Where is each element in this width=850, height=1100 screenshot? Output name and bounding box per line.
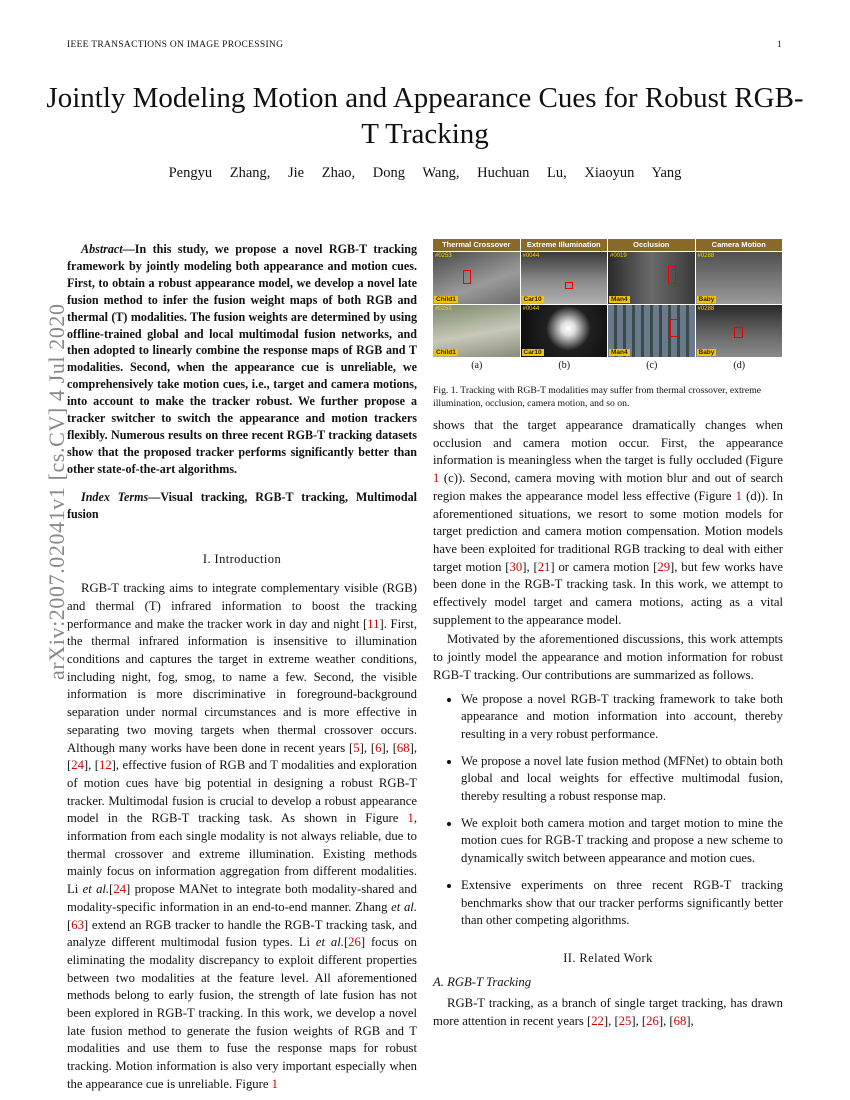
citation-link[interactable]: 22 (591, 1014, 604, 1029)
intro-paragraph: RGB-T tracking aims to integrate complementary visible (RGB) and thermal (T) infrared information to boost the tracking performance and make the tracker work in day and night [11]. First, the thermal infrared information is insensitive to illumination conditions and captures the target in extreme weather conditions, including night, fog, smog, to name a few. Second, the visible information is more discriminative in foreground-background separation under normal circumstances and is more effective in separating two moving targets when thermal crossover occurs. Although many works have been done in recent years [5], [6], [68], [24], [12], effective fusion of RGB and T modalities and exploration of motion cues have big potential in designing a robust RGB-T tracker. Multimodal fusion is crucial to develop a robust appearance model in the RGB-T tracking task. As shown in Figure 1, information from each single modality is not always reliable, due to thermal crossover and extreme illumination. Existing methods mainly focus on information aggregation from different modalities. Li et al.[24] propose MANet to integrate both modality-shared and modality-specific information in an end-to-end manner. Zhang et al.[63] extend an RGB tracker to handle the RGB-T tracking task, and analyze different multimodal fusion types. Li et al.[26] focus on eliminating the modality discrepancy to exploit different properties between two modalities at the feature level. All aforementioned methods belong to early fusion, the strength of late fusion has not been explored in RGB-T tracking. In this work, we develop a novel late fusion method to generate the fusion weights of RGB and T modalities and use them to fuse the response maps for robust tracking. Motion information is also very important especially when the appearance cue is unreliable. Figure 1 (67, 581, 418, 1091)
frame-id: #0288 (697, 253, 715, 259)
figure-1 (433, 239, 783, 410)
sublabel: (c) (646, 360, 658, 371)
author: Jie Zhao, (288, 165, 356, 181)
frame-id: #0019 (610, 253, 627, 259)
citation-link[interactable]: 63 (71, 917, 84, 932)
index-terms: Index Terms—Visual tracking, RGB-T tracking, Multimodal fusion (67, 489, 417, 521)
figure-image (696, 252, 783, 304)
sequence-tag: Baby (698, 349, 715, 356)
figure-image (433, 252, 520, 304)
sequence-tag: Child1 (436, 296, 456, 303)
sequence-tag: Man4 (611, 296, 628, 303)
index-terms-text: Visual tracking, RGB-T tracking, Multimodal fusion (67, 489, 417, 521)
citation-link[interactable]: 21 (537, 559, 551, 574)
journal-header: IEEE TRANSACTIONS ON IMAGE PROCESSING (67, 40, 284, 50)
author: Pengyu Zhang, (168, 165, 271, 181)
citation-link[interactable]: 6 (375, 740, 382, 755)
frame-id: #0288 (697, 306, 715, 312)
section-heading-introduction: I. Introduction (202, 551, 282, 566)
figure-image (433, 305, 520, 357)
abstract: Abstract—In this study, we propose a novel RGB-T tracking framework by jointly modeling both appearance and motion cues. First, to obtain a robust appearance model, we develop a novel late fusion method to infer the fusion weight maps of both RGB and thermal (T) modalities. The fusion weights are determined by using offline-trained global and local multimodal fusion networks, and then adopted to linearly combine the response maps of RGB and T modalities. Second, when the appearance cue is unreliable, we comprehensively take motion cues, i.e., target and camera motions, into account to make the tracker robust. We further propose a tracker switcher to switch the appearance and motion trackers flexibly. Numerous results on three recent RGB-T tracking datasets show that the proposed tracker performs significantly better than other state-of-the-art algorithms. (67, 242, 417, 476)
figure-link[interactable]: 1 (271, 1076, 279, 1091)
author: Xiaoyun Yang (584, 165, 682, 181)
sublabel: (d) (733, 360, 746, 371)
paper-title: Jointly Modeling Motion and Appearance Cues for Robust RGB-T Tracking (46, 82, 804, 150)
list-item: • We propose a novel late fusion method (MFNet) to obtain both global and local weights for effective multimodal fusion, thereby resulting a robust response map. (461, 753, 783, 806)
citation-link[interactable]: 24 (71, 758, 84, 773)
sequence-tag: Car10 (523, 349, 542, 356)
citation-link[interactable]: 68 (673, 1014, 687, 1029)
figure-column-header: Camera Motion (696, 239, 783, 251)
citation-link[interactable]: 25 (618, 1014, 632, 1029)
section-heading-related-work: II. Related Work (563, 950, 653, 965)
citation-link[interactable]: 24 (113, 882, 127, 897)
author: Dong Wang, (372, 165, 460, 181)
abstract-text: In this study, we propose a novel RGB-T tracking framework by jointly modeling both appearance and motion cues. First, to obtain a robust appearance model, we develop a novel late fusion method to infer the fusion weight maps of both RGB and thermal (T) modalities. The fusion weights are determined by using offline-trained global and local multimodal fusion networks, and then adopted to linearly combine the response maps of RGB and T modalities. Second, when the appearance cue is unreliable, we comprehensively take motion cues, i.e., target and camera motions, into account to make the tracker robust. We further propose a tracker switcher to switch the appearance and motion trackers flexibly. Numerous results on three recent RGB-T tracking datasets show that the proposed tracker performs significantly better than other state-of-the-art algorithms. (67, 242, 417, 476)
contribution-list (433, 691, 783, 930)
figure-grid (433, 239, 783, 357)
figure-column-header: Extreme Illumination (521, 239, 608, 251)
target-box (670, 319, 678, 337)
list-item: • We propose a novel RGB-T tracking framework to take both appearance and motion information into account, thereby resulting in a very robust performance. (461, 691, 783, 744)
figure-image (608, 252, 695, 304)
abstract-label: Abstract (81, 242, 123, 256)
figure-image (521, 252, 608, 304)
frame-id: #0044 (522, 306, 540, 312)
target-box (565, 282, 573, 289)
left-column (67, 241, 417, 1094)
citation-link[interactable]: 5 (353, 740, 360, 755)
citation-link[interactable]: 68 (396, 740, 410, 755)
sequence-tag: Man4 (611, 349, 628, 356)
target-box (734, 327, 743, 338)
frame-id: #0253 (435, 306, 452, 312)
figure-sublabels (433, 360, 783, 371)
list-item: • We exploit both camera motion and target motion to mine the motion cues for RGB-T tracking and propose a new scheme to dynamically switch between appearance and motion cues. (461, 815, 783, 868)
sublabel: (b) (558, 360, 571, 371)
index-terms-label: Index Terms (81, 489, 149, 504)
right-column (433, 417, 783, 1031)
figure-column-header: Thermal Crossover (433, 239, 520, 251)
figure-link[interactable]: 1 (735, 488, 742, 503)
sublabel: (a) (471, 360, 483, 371)
figure-image (696, 305, 783, 357)
figure-caption: Fig. 1. Tracking with RGB-T modalities may suffer from thermal crossover, extreme illumination, occlusion, camera motion, and so on. (433, 385, 762, 409)
sequence-tag: Baby (698, 296, 715, 303)
citation-link[interactable]: 26 (646, 1014, 659, 1029)
figure-link[interactable]: 1 (407, 811, 414, 826)
page-number: 1 (777, 40, 783, 50)
author-list (0, 165, 850, 182)
target-box (668, 266, 676, 284)
citation-link[interactable]: 12 (98, 758, 112, 773)
target-box (463, 270, 471, 284)
figure-image (608, 305, 695, 357)
list-item: • Extensive experiments on three recent RGB-T tracking benchmarks show that our tracker performs significantly better than other competing algorithms. (461, 877, 783, 930)
body-paragraph: shows that the target appearance dramatically changes when occlusion and camera motion occur. First, the appearance information is meaningless when the target is fully occluded (Figure 1 (c)). Second, camera moving with motion blur and out of search region makes the appearance model less effective (Figure 1 (d)). In aforementioned situations, we resort to some motion models for target prediction and camera motion compensation. Motion models have been exploited for traditional RGB tracking to deal with either target motion [30], [21] or camera motion [29], but few works have been done in the RGB-T tracking task. In this work, we attempt to effectively model target and camera motions, acting as a vital supplement to the appearance model. (433, 418, 784, 627)
body-paragraph: RGB-T tracking, as a branch of single target tracking, has drawn more attention in recent years [22], [25], [26], [68], (433, 996, 783, 1029)
author: Huchuan Lu, (477, 165, 567, 181)
sequence-tag: Child1 (436, 349, 456, 356)
citation-link[interactable]: 30 (509, 559, 523, 574)
figure-image (521, 305, 608, 357)
citation-link[interactable]: 26 (348, 935, 361, 950)
subsection-heading: A. RGB-T Tracking (433, 974, 532, 989)
citation-link[interactable]: 29 (657, 559, 671, 574)
arxiv-watermark: arXiv:2007.02041v1 [cs.CV] 4 Jul 2020 (44, 303, 69, 680)
body-paragraph: Motivated by the aforementioned discussions, this work attempts to jointly model the appearance and motion information for robust RGB-T tracking. Our contributions are summarized as follows. (433, 632, 783, 682)
figure-link[interactable]: 1 (433, 471, 440, 486)
frame-id: #0044 (522, 253, 540, 259)
figure-column-header: Occlusion (608, 239, 695, 251)
sequence-tag: Car10 (523, 296, 542, 303)
frame-id: #0253 (435, 253, 452, 259)
citation-link[interactable]: 11 (367, 616, 380, 631)
